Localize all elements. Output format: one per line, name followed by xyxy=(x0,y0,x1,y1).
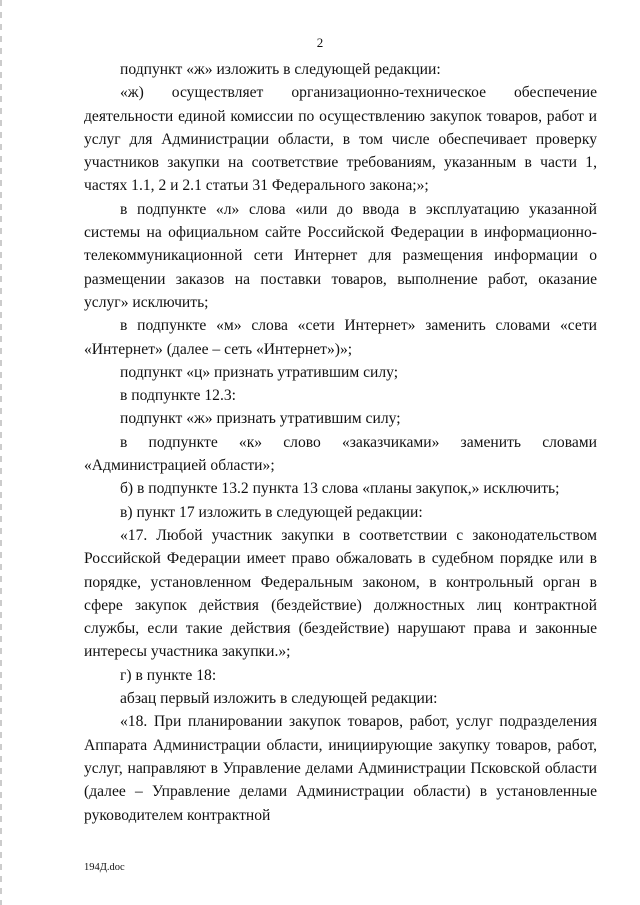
paragraph: в подпункте 12.3: xyxy=(120,387,237,405)
paragraph: б) в подпункте 13.2 пункта 13 слова «планы закупок,» исключить; xyxy=(120,480,560,498)
file-name-footer: 194Д.doc xyxy=(84,862,125,873)
paragraph: абзац первый изложить в следующей редакции: xyxy=(120,690,438,708)
paragraph: г) в пункте 18: xyxy=(120,666,217,684)
paragraph: «17. Любой участник закупки в соответствии с законодательством Российской Федерации имеет право обжаловать в судебном порядке или в порядке, установленном Федеральным законом, в контрольный орган в сфере закупок действия (бездействие) должностных лиц контрактной службы, если такие действия (бездействие) нарушают права и законные интересы участника закупки.»; xyxy=(84,526,597,661)
scan-edge xyxy=(0,0,2,905)
paragraph: «ж) осуществляет организационно-техническое обеспечение деятельности единой комиссии по осуществлению закупок товаров, работ и услуг для Администрации области, в том числе обеспечивает проверку участников закупки на соответствие требованиям, указанным в части 1, частях 1.1, 2 и 2.1 статьи 31 Федерального закона;»; xyxy=(84,84,597,195)
paragraph: «18. При планировании закупок товаров, работ, услуг подразделения Аппарата Администрации области, инициирующие закупку товаров, работ, услуг, направляют в Управление делами Администрации Псковской области (далее – Управление делами Администрации области) в установленные руководителем контрактной xyxy=(84,713,597,824)
document-body xyxy=(84,58,597,827)
paragraph: в) пункт 17 изложить в следующей редакции: xyxy=(120,503,423,521)
paragraph: в подпункте «м» слова «сети Интернет» заменить словами «сети «Интернет» (далее – сеть «Интернет»)»; xyxy=(84,317,597,358)
paragraph: в подпункте «к» слово «заказчиками» заменить словами «Администрацией области»; xyxy=(84,433,597,475)
page-number: 2 xyxy=(316,35,324,50)
paragraph: в подпункте «л» слова «или до ввода в эксплуатацию указанной системы на официальном сайте Российской Федерации в информационно-телекоммуникационной сети Интернет для размещения информации о размещении заказов на поставки товаров, выполнение работ, оказание услуг» исключить; xyxy=(84,200,597,311)
paragraph: подпункт «ж» изложить в следующей редакции: xyxy=(120,61,441,78)
paragraph: подпункт «ж» признать утратившим силу; xyxy=(120,410,401,428)
paragraph: подпункт «ц» признать утратившим силу; xyxy=(120,363,399,381)
